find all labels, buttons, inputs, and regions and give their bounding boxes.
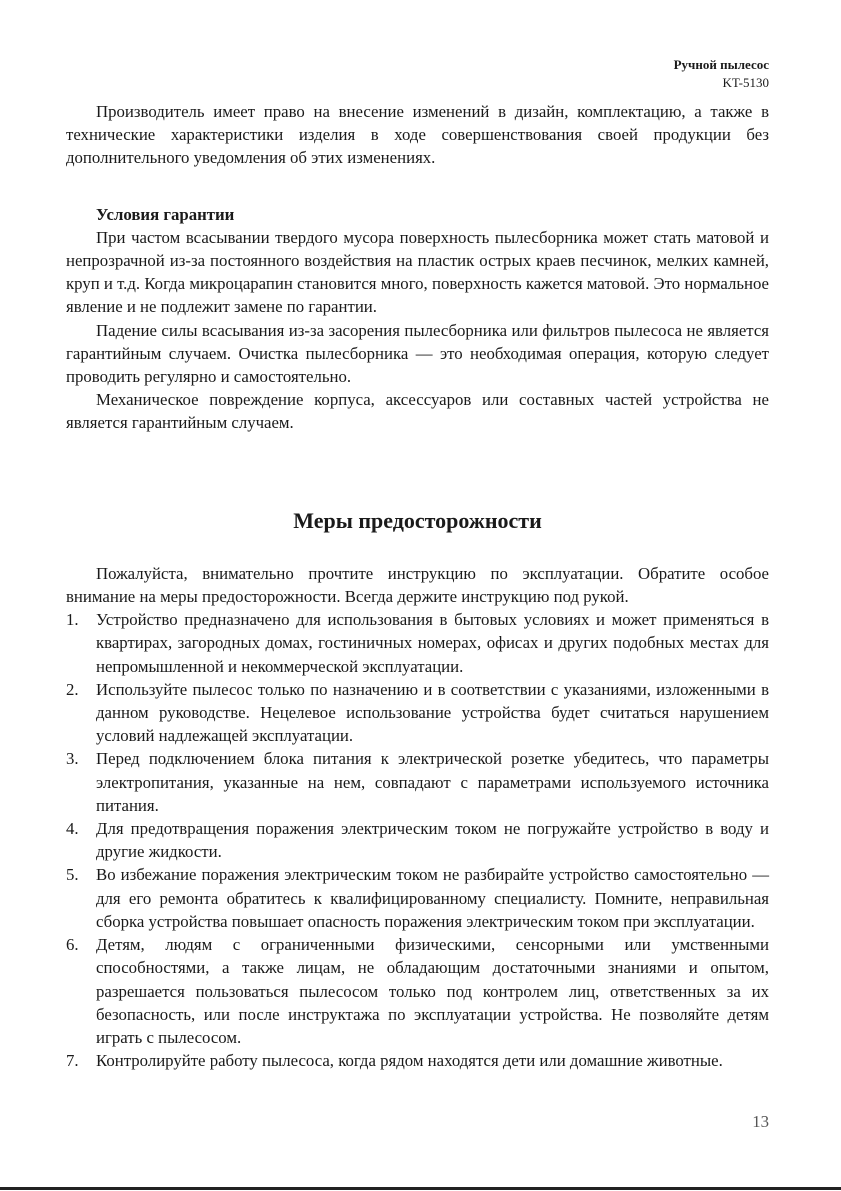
page-number: 13 [752, 1112, 769, 1131]
running-header [674, 56, 769, 92]
page-content [66, 100, 769, 1072]
precautions-list [66, 608, 769, 1072]
list-item-number: 4. [66, 819, 79, 839]
list-item-text: Устройство предназначено для использования в бытовых условиях и может применяться в квартирах, загородных домах, гостиничных номерах, офисах и других подобных местах для непромышленной и некоммерческой эксплуатации. [96, 610, 769, 676]
warranty-paragraph: Механическое повреждение корпуса, аксессуаров или составных частей устройства не является гарантийным случаем. [66, 390, 769, 433]
precautions-heading: Меры предосторожности [293, 507, 542, 533]
warranty-paragraph: При частом всасывании твердого мусора поверхность пылесборника может стать матовой и непрозрачной из-за постоянного воздействия на пластик острых краев песчинок, мелких камней, круп и т.д. Когда микроцарапин становится много, поверхность кажется матовой. Это нормальное явление и не подлежит замене по гарантии. [66, 227, 769, 317]
list-item-number: 7. [66, 1051, 79, 1071]
warranty-paragraph: Падение силы всасывания из-за засорения пылесборника или фильтров пылесоса не является гарантийным случаем. Очистка пылесборника — это необходимая операция, которую следует проводить регулярно и самостоятельно. [66, 320, 769, 387]
list-item-number: 2. [66, 679, 79, 699]
warranty-heading: Условия гарантии [96, 204, 235, 224]
intro-paragraph: Производитель имеет право на внесение изменений в дизайн, комплектацию, а также в технические характеристики изделия в ходе совершенствования своей продукции без дополнительного уведомления об этих изменениях. [66, 102, 769, 168]
bottom-divider [0, 1187, 841, 1190]
list-item [66, 933, 769, 1049]
header-product-name: Ручной пылесос [673, 57, 769, 72]
list-item-text: Для предотвращения поражения электрическим током не погружайте устройство в воду и другие жидкости. [96, 819, 769, 862]
list-item [66, 863, 769, 933]
list-item [66, 1049, 769, 1072]
list-item-text: Контролируйте работу пылесоса, когда рядом находятся дети или домашние животные. [96, 1051, 723, 1071]
list-item [66, 817, 769, 863]
list-item [66, 608, 769, 678]
list-item-text: Используйте пылесос только по назначению и в соответствии с указаниями, изложенными в данном руководстве. Нецелевое использование устройства будет считаться нарушением условий надлежащей эксплуатации. [96, 679, 769, 746]
list-item [66, 747, 769, 817]
list-item-number: 1. [66, 610, 79, 630]
list-item [66, 678, 769, 748]
list-item-text: Перед подключением блока питания к электрической розетке убедитесь, что параметры электропитания, указанные на нем, совпадают с параметрами используемого источника питания. [96, 749, 769, 815]
header-model-code: KT-5130 [722, 75, 769, 90]
precautions-intro: Пожалуйста, внимательно прочтите инструкцию по эксплуатации. Обратите особое внимание на меры предосторожности. Всегда держите инструкцию под рукой. [66, 563, 769, 607]
list-item-text: Во избежание поражения электрическим током не разбирайте устройство самостоятельно — для его ремонта обратитесь к квалифицированному специалисту. Помните, неправильная сборка устройства повышает опасность поражения электрическим током при эксплуатации. [96, 865, 769, 931]
list-item-text: Детям, людям с ограниченными физическими, сенсорными или умственными способностями, а также лицам, не обладающим достаточными знаниями и опытом, разрешается пользоваться пылесосом только под контролем лиц, ответственных за их безопасность, или после инструктажа по эксплуатации устройства. Не позволяйте детям играть с пылесосом. [96, 935, 769, 1047]
list-item-number: 6. [66, 935, 79, 955]
list-item-number: 5. [66, 865, 79, 885]
list-item-number: 3. [66, 749, 79, 769]
